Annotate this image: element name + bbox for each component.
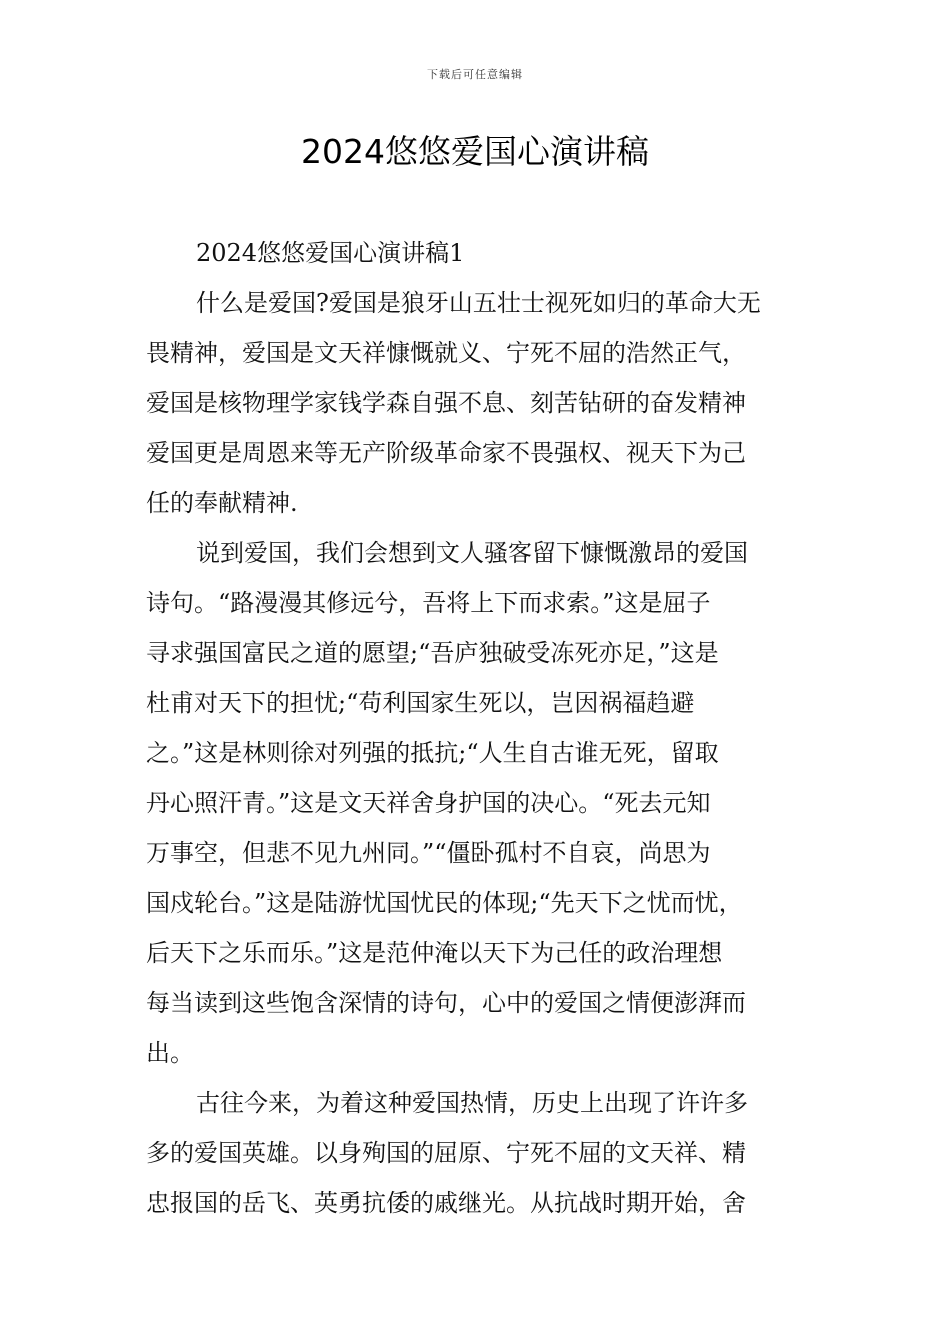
subtitle-line: 2024悠悠爱国心演讲稿1 [196, 239, 465, 267]
paragraph-line: 多的爱国英雄。以身殉国的屈原、宁死不屈的文天祥、精 [146, 1139, 746, 1167]
paragraph-line: 爱国更是周恩来等无产阶级革命家不畏强权、视天下为己 [146, 439, 746, 467]
paragraph-line: 任的奉献精神. [146, 489, 298, 517]
document-body [146, 228, 814, 1228]
paragraph-line: 说到爱国，我们会想到文人骚客留下慷慨激昂的爱国 [196, 539, 748, 567]
paragraph-line: 万事空，但悲不见九州同。”“僵卧孤村不自哀，尚思为 [146, 839, 711, 867]
paragraph-line: 畏精神，爱国是文天祥慷慨就义、宁死不屈的浩然正气， [146, 339, 746, 367]
paragraph-line: 每当读到这些饱含深情的诗句，心中的爱国之情便澎湃而 [146, 989, 746, 1017]
paragraph-line: 杜甫对天下的担忧;“苟利国家生死以，岂因祸福趋避 [146, 689, 695, 717]
paragraph-line: 忠报国的岳飞、英勇抗倭的戚继光。从抗战时期开始，舍 [146, 1189, 746, 1217]
paragraph-line: 爱国是核物理学家钱学森自强不息、刻苦钻研的奋发精神 [146, 389, 746, 417]
paragraph-line: 后天下之乐而乐。”这是范仲淹以天下为己任的政治理想 [146, 939, 723, 967]
paragraph-line: 寻求强国富民之道的愿望;“吾庐独破受冻死亦足，”这是 [146, 639, 719, 667]
paragraph-line: 诗句。“路漫漫其修远兮，吾将上下而求索。”这是屈子 [146, 589, 711, 617]
paragraph-line: 古往今来，为着这种爱国热情，历史上出现了许许多 [196, 1089, 748, 1117]
header-note: 下载后可任意编辑 [427, 68, 523, 81]
paragraph-line: 什么是爱国?爱国是狼牙山五壮士视死如归的革命大无 [196, 289, 761, 317]
paragraph-line: 丹心照汗青。”这是文天祥舍身护国的决心。“死去元知 [146, 789, 711, 817]
paragraph-line: 国戍轮台。”这是陆游忧国忧民的体现;“先天下之忧而忧， [146, 889, 743, 917]
paragraph-line: 之。”这是林则徐对列强的抵抗;“人生自古谁无死，留取 [146, 739, 719, 767]
paragraph-line: 出。 [146, 1039, 194, 1067]
document-title: 2024悠悠爱国心演讲稿 [301, 132, 649, 171]
